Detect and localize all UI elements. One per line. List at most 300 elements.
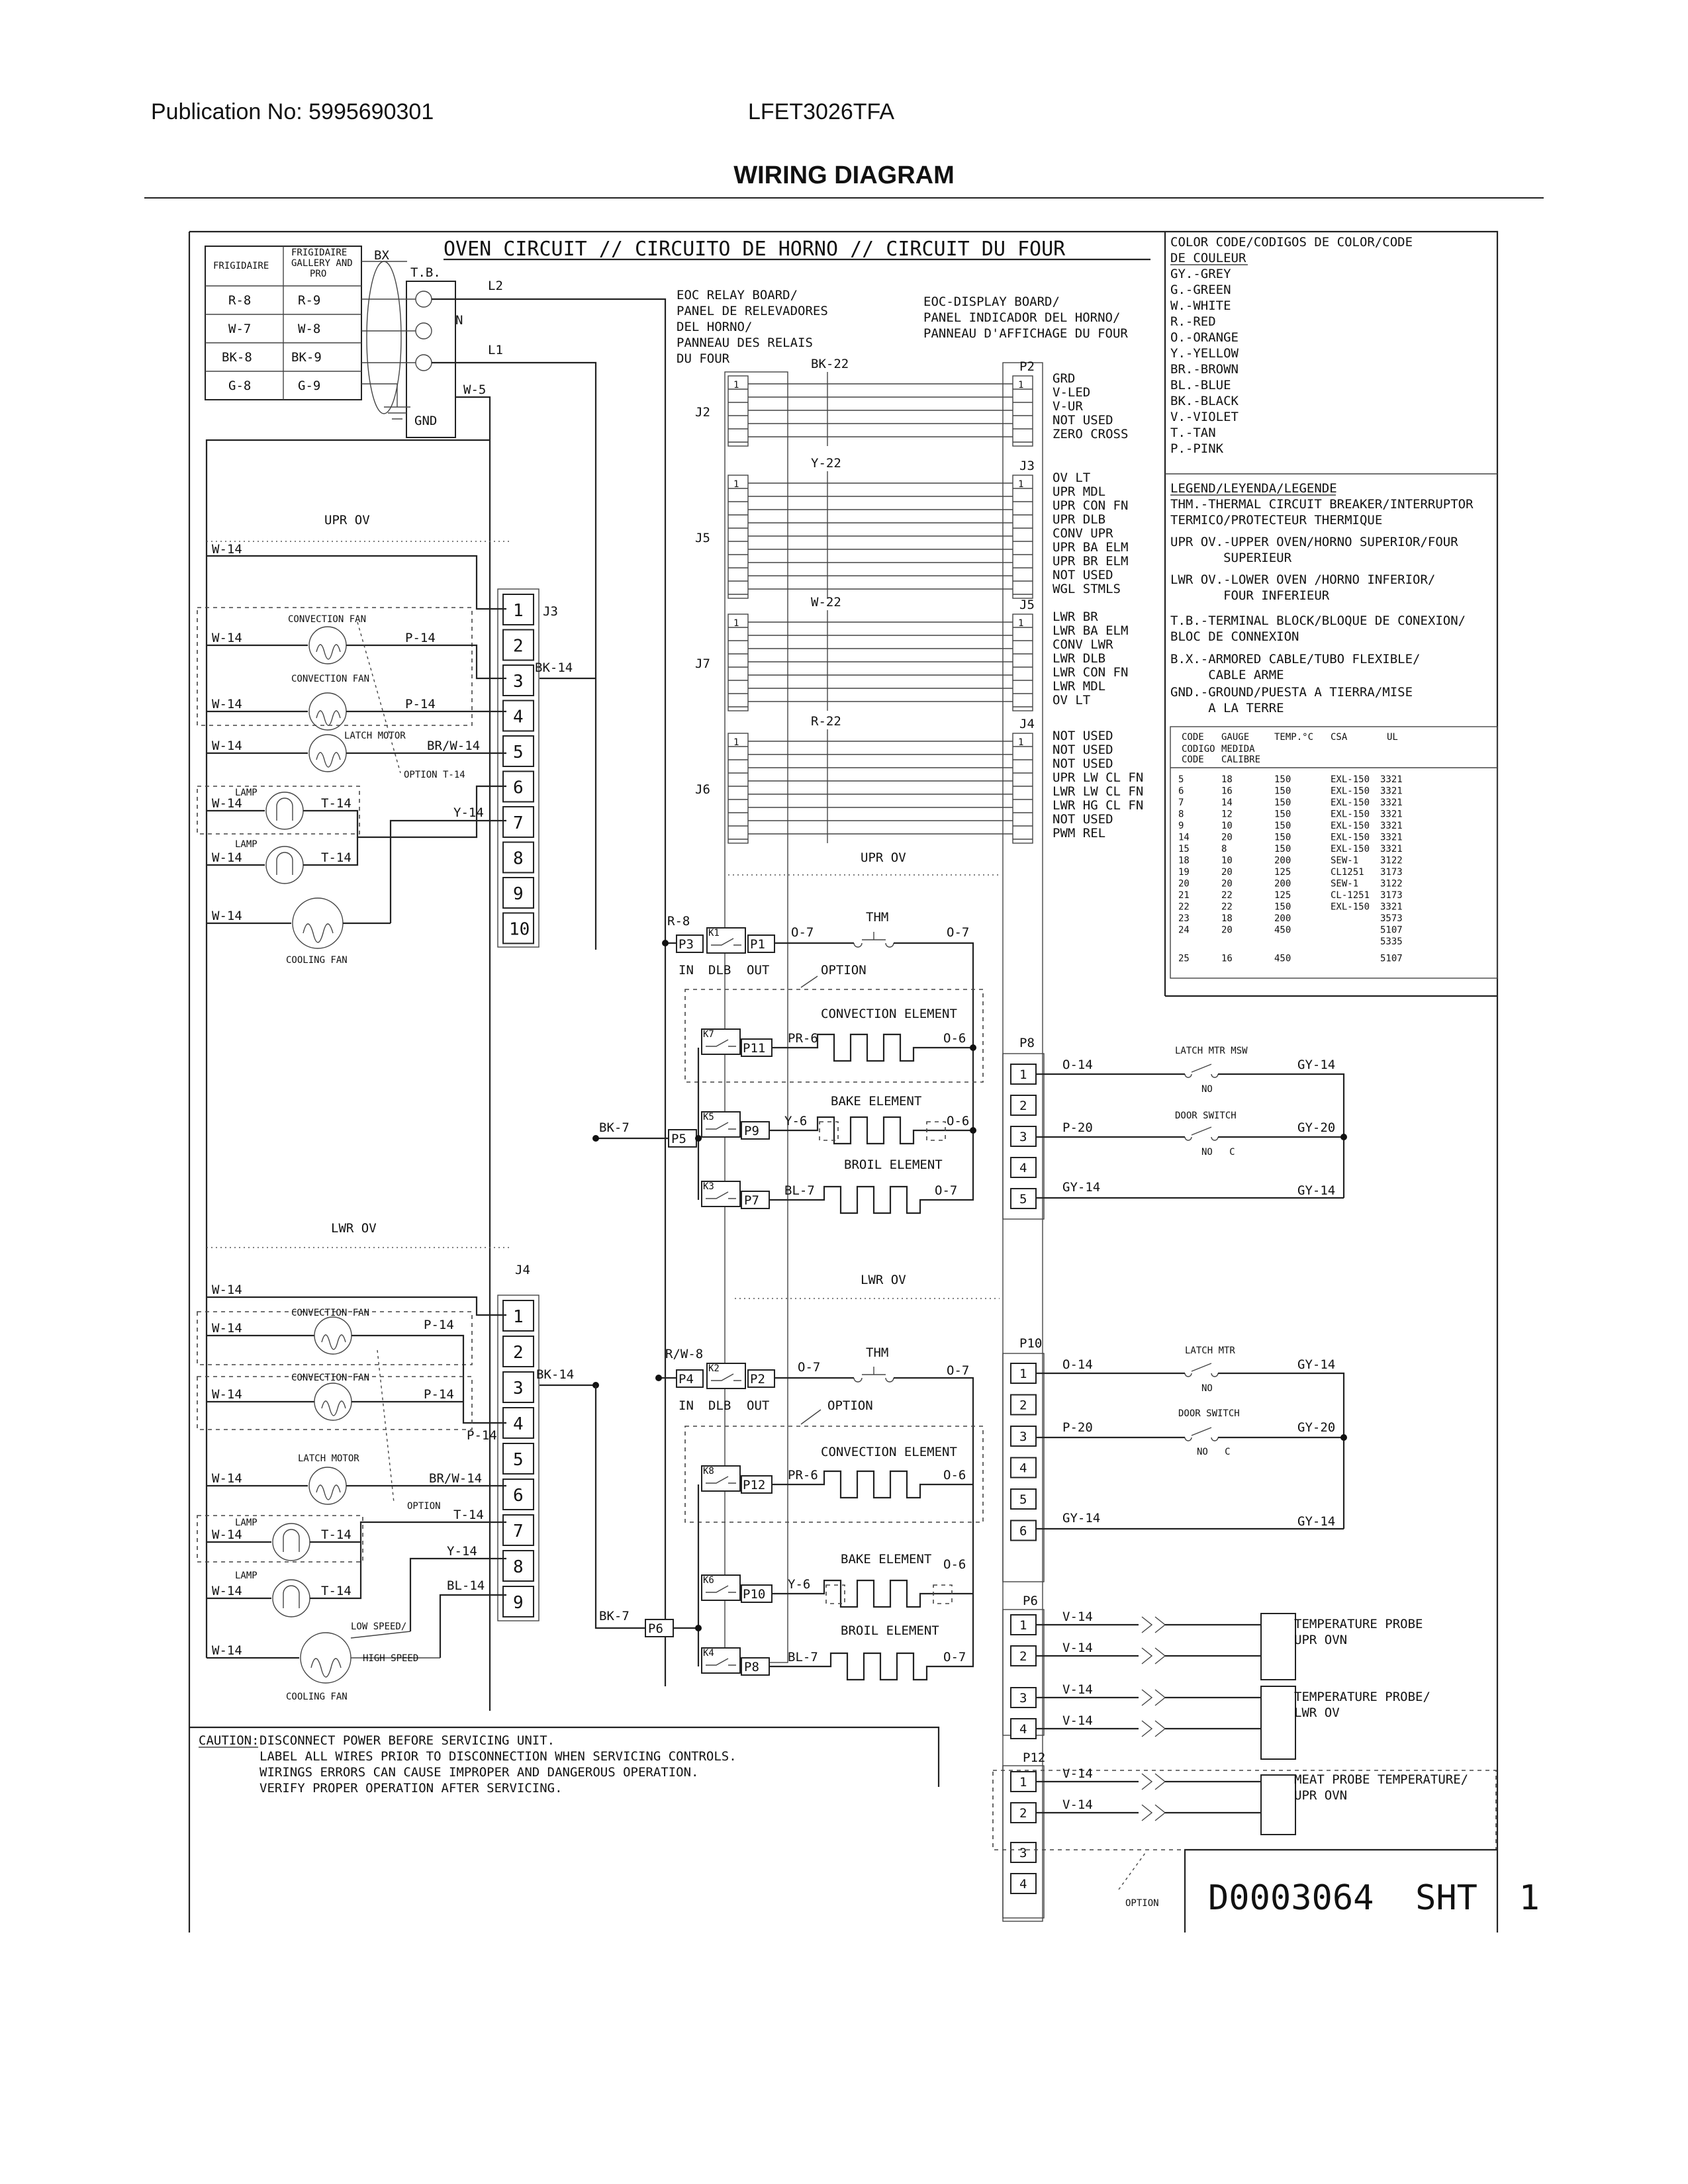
p12-label: P12 [1023, 1751, 1046, 1765]
gauge-cell: 3173 [1380, 867, 1403, 878]
display-signal-label: PWM REL [1053, 826, 1106, 841]
ribbon-wire-label: Y-22 [811, 456, 841, 471]
connector-pin-number: 4 [1019, 1161, 1027, 1175]
display-connector-label: P2 [1019, 359, 1035, 374]
terminal-pin-number: 4 [513, 1414, 524, 1434]
gauge-cell: 8 [1221, 844, 1227, 854]
gauge-cell: 3321 [1380, 809, 1403, 820]
gauge-cell: SEW-1 [1331, 878, 1359, 889]
publication-number: Publication No: 5995690301 [151, 99, 434, 124]
display-signal-label: UPR CON FN [1053, 498, 1129, 513]
terminal-pin-number: 8 [513, 1557, 524, 1577]
w5-label: W-5 [463, 383, 487, 397]
display-connector-label: J4 [1019, 717, 1035, 731]
gauge-cell: 3321 [1380, 786, 1403, 797]
lwr-p14-label: P-14 [424, 1318, 454, 1332]
temp-probe-upr: UPR OVN [1294, 1633, 1348, 1647]
convection-fan-icon [314, 1383, 352, 1420]
terminal-pin-number: 6 [513, 778, 524, 798]
relay-board-label: PANNEAU DES RELAIS [677, 336, 813, 350]
caution-line: WIRINGS ERRORS CAN CAUSE IMPROPER AND DANGEROUS OPERATION. [259, 1765, 699, 1780]
display-connector-label: J5 [1019, 598, 1035, 612]
connector-chevron-icon [1142, 1805, 1165, 1821]
p8-door: DOOR SWITCH [1175, 1111, 1237, 1121]
connector-pin-number: 3 [1019, 1430, 1027, 1444]
p10-gy20: GY-20 [1297, 1420, 1336, 1435]
gauge-subheader: CODE [1182, 754, 1204, 765]
lwr-bl7: BL-7 [788, 1650, 818, 1664]
gauge-header: CODE [1182, 732, 1204, 743]
upr-o7: O-7 [791, 925, 814, 940]
probe-pin-number: 2 [1019, 1649, 1027, 1664]
p8-gy20: GY-20 [1297, 1120, 1336, 1135]
gauge-cell: 3122 [1380, 878, 1403, 889]
meat-probe: UPR OVN [1294, 1788, 1348, 1803]
upr-lamp-label: LAMP [235, 788, 258, 798]
convection-fan-icon [309, 693, 346, 730]
gauge-cell: 20 [1221, 925, 1233, 936]
display-signal-label: NOT USED [1053, 812, 1113, 827]
gauge-cell: 8 [1178, 809, 1184, 820]
lwr-o6: O-6 [943, 1557, 966, 1572]
gauge-cell: 10 [1221, 821, 1233, 831]
legend-item: LWR OV.-LOWER OVEN /HORNO INFERIOR/ [1170, 572, 1436, 587]
thermal-breaker-icon [854, 932, 894, 947]
gauge-cell: 150 [1274, 832, 1291, 843]
gauge-cell: 150 [1274, 797, 1291, 808]
upr-t14-label: T-14 [321, 796, 352, 811]
probe-wire-label: V-14 [1062, 1766, 1093, 1781]
ribbon-wire-label: BK-22 [811, 357, 849, 371]
upr-r8-label: R-8 [667, 914, 690, 929]
relay-board-label: DEL HORNO/ [677, 320, 753, 334]
gauge-cell: 5 [1178, 774, 1184, 785]
display-connector-label: J3 [1019, 459, 1035, 473]
upr-o6: O-6 [947, 1114, 970, 1128]
ribbon-wire-label: R-22 [811, 714, 841, 729]
latch-motor-icon [309, 735, 346, 772]
upr-conv-fan-label: CONVECTION FAN [291, 674, 370, 684]
upr-o7: O-7 [947, 925, 970, 940]
lwr-brw14-label: BR/W-14 [429, 1471, 483, 1486]
wire-table-cell: BK-8 [222, 350, 252, 365]
terminal-pin-number: 6 [513, 1486, 524, 1506]
gauge-cell: 3173 [1380, 890, 1403, 901]
terminal-pin-number: 1 [513, 601, 524, 621]
p6-label: P6 [1023, 1594, 1038, 1608]
lwr-o7: O-7 [798, 1360, 821, 1375]
wire-table-cell: R-9 [298, 293, 321, 308]
wire-gauge-table [1170, 727, 1497, 978]
p10-o14: O-14 [1062, 1357, 1093, 1372]
gauge-cell: 125 [1274, 867, 1291, 878]
gauge-cell: 12 [1221, 809, 1233, 820]
upr-dlb: DLB [708, 963, 731, 978]
lwr-dlb: DLB [708, 1398, 731, 1413]
p8-no: NO [1201, 1084, 1213, 1095]
wire-table-col2-l2: GALLERY AND [291, 258, 353, 269]
model-number: LFET3026TFA [748, 99, 895, 124]
lwr-in: IN [679, 1398, 694, 1413]
lwr-p2: P2 [750, 1372, 765, 1387]
upper-j3-label: J3 [543, 604, 558, 619]
display-signal-label: LWR DLB [1053, 651, 1106, 666]
legend-item: A LA TERRE [1170, 701, 1284, 715]
legend-item: B.X.-ARMORED CABLE/TUBO FLEXIBLE/ [1170, 652, 1421, 666]
color-code-item: BR.-BROWN [1170, 362, 1239, 377]
legend-item: SUPERIEUR [1170, 551, 1292, 565]
p10-gy14: GY-14 [1297, 1357, 1336, 1372]
display-signal-label: LWR HG CL FN [1053, 798, 1144, 813]
lwr-p6: P6 [648, 1621, 663, 1636]
upr-w14-label: W-14 [212, 739, 242, 753]
gauge-cell: 5107 [1380, 925, 1403, 936]
legend-item: TERMICO/PROTECTEUR THERMIQUE [1170, 513, 1383, 527]
display-signal-label: UPR MDL [1053, 484, 1106, 499]
upr-brw14-label: BR/W-14 [427, 739, 481, 753]
gauge-cell: 22 [1221, 901, 1233, 913]
connector-chevron-icon [1142, 1648, 1165, 1664]
gauge-cell: 10 [1221, 855, 1233, 866]
terminal-pin-number: 9 [513, 1593, 524, 1613]
temp-probe-lwr: LWR OV [1294, 1706, 1340, 1720]
color-code-item: G.-GREEN [1170, 283, 1231, 297]
color-code-legend [1165, 235, 1497, 715]
meat-probe: MEAT PROBE TEMPERATURE/ [1294, 1772, 1469, 1787]
p10-gy14b: GY-14 [1062, 1511, 1101, 1525]
l1-label: L1 [488, 343, 503, 357]
lwr-p8: P8 [744, 1660, 759, 1674]
terminal-pin-number: 5 [513, 743, 524, 762]
gauge-header: CSA [1331, 732, 1348, 743]
display-signal-label: UPR BR ELM [1053, 554, 1129, 569]
wire-table-cell: R-8 [228, 293, 252, 308]
caution-line: VERIFY PROPER OPERATION AFTER SERVICING. [259, 1781, 563, 1796]
upper-pin-block [498, 589, 539, 947]
gauge-cell: 5335 [1380, 936, 1403, 947]
upr-k1: K1 [708, 928, 720, 938]
wire-table-col2-l3: PRO [310, 269, 327, 279]
display-signal-label: LWR MDL [1053, 679, 1106, 694]
display-signal-label: LWR CON FN [1053, 665, 1129, 680]
upr-bl7: BL-7 [784, 1183, 815, 1198]
lwr-t14-label: T-14 [321, 1527, 352, 1542]
probe-wire-label: V-14 [1062, 1713, 1093, 1728]
lwr-p10: P10 [743, 1587, 766, 1602]
lwr-ov-board-label: LWR OV [861, 1273, 906, 1287]
display-signal-label: NOT USED [1053, 413, 1113, 428]
upr-p7: P7 [744, 1193, 759, 1208]
lower-j4-label: J4 [515, 1263, 530, 1277]
lwr-w14-label: W-14 [212, 1643, 242, 1658]
lwr-pr6: PR-6 [788, 1468, 818, 1482]
display-signal-label: LWR BA ELM [1053, 623, 1129, 638]
pin-one-label: 1 [1018, 737, 1024, 748]
lwr-lamp-label: LAMP [235, 1570, 258, 1581]
relay-side-header [728, 733, 748, 843]
upr-w14-label: W-14 [212, 631, 242, 645]
color-code-item: P.-PINK [1170, 441, 1224, 456]
legend-item: FOUR INFERIEUR [1170, 588, 1330, 603]
upr-w14-label: W-14 [212, 909, 242, 923]
probe-pin-number: 3 [1019, 1846, 1027, 1860]
gauge-cell: 150 [1274, 786, 1291, 797]
caution-line: LABEL ALL WIRES PRIOR TO DISCONNECTION WHEN SERVICING CONTROLS. [259, 1749, 737, 1764]
lwr-o7: O-7 [947, 1363, 970, 1378]
upr-p11: P11 [743, 1041, 766, 1056]
wire-table-cell: G-9 [298, 379, 321, 393]
lwr-bk14-label: BK-14 [536, 1367, 575, 1382]
gauge-cell: 20 [1178, 878, 1190, 889]
gauge-cell: 450 [1274, 925, 1291, 936]
display-board-label: EOC-DISPLAY BOARD/ [923, 295, 1060, 309]
upr-w14-label: W-14 [212, 796, 242, 811]
p10-no: NO [1201, 1383, 1213, 1394]
lwr-k8: K8 [703, 1466, 714, 1477]
gauge-cell: 25 [1178, 953, 1190, 964]
display-side-header [1013, 733, 1033, 843]
relay-side-header [728, 475, 748, 598]
gauge-cell: 14 [1178, 832, 1190, 843]
upr-t14-label: T-14 [321, 850, 352, 865]
probe-option: OPTION [1125, 1898, 1159, 1909]
gauge-cell: 9 [1178, 821, 1184, 831]
probe-pin-number: 1 [1019, 1775, 1027, 1790]
lwr-k6: K6 [703, 1575, 714, 1586]
relay-board-label: DU FOUR [677, 351, 730, 366]
lwr-o6: O-6 [943, 1468, 966, 1482]
probe-wire-label: V-14 [1062, 1682, 1093, 1697]
display-signal-label: OV LT [1053, 471, 1091, 485]
lwr-option-label: OPTION [407, 1501, 441, 1512]
pin-one-label: 1 [733, 479, 739, 490]
connector-chevron-icon [1142, 1690, 1165, 1706]
gauge-cell: 3321 [1380, 797, 1403, 808]
upr-p14-label: P-14 [405, 697, 436, 711]
display-signal-label: NOT USED [1053, 756, 1113, 771]
wire-table-cell: BK-9 [291, 350, 322, 365]
wire-table-cell: G-8 [228, 379, 252, 393]
terminal-pin-number: 8 [513, 848, 524, 869]
gauge-cell: 18 [1178, 855, 1190, 866]
wire-table-col1: FRIGIDAIRE [213, 261, 269, 271]
pin-one-label: 1 [733, 380, 739, 390]
lwr-w14-label: W-14 [212, 1527, 242, 1542]
gauge-cell: 20 [1221, 878, 1233, 889]
upr-option: OPTION [821, 963, 867, 978]
relay-connector-label: J7 [695, 657, 710, 671]
lwr-conv-elem-label: CONVECTION ELEMENT [821, 1445, 957, 1459]
display-signal-label: OV LT [1053, 693, 1091, 707]
lwr-k2: K2 [708, 1363, 720, 1374]
upper-loads [197, 542, 596, 966]
wire-table-cell: W-8 [298, 322, 321, 336]
pin-one-label: 1 [733, 618, 739, 629]
connector-pin-number: 6 [1019, 1524, 1027, 1539]
gauge-cell: 5107 [1380, 953, 1403, 964]
upr-thm: THM [866, 910, 889, 925]
probe-connectors [993, 1594, 1496, 1918]
lwr-lamp-label: LAMP [235, 1518, 258, 1528]
terminal-pin-number: 4 [513, 707, 524, 727]
p8-o14: O-14 [1062, 1058, 1093, 1072]
connector-pin-number: 2 [1019, 1099, 1027, 1113]
lwr-option: OPTION [827, 1398, 873, 1413]
probe-wire-label: V-14 [1062, 1641, 1093, 1655]
probe-wire-label: V-14 [1062, 1610, 1093, 1624]
upr-bake-label: BAKE ELEMENT [831, 1094, 922, 1109]
connector-pin-number: 5 [1019, 1192, 1027, 1206]
color-code-item: GY.-GREY [1170, 267, 1231, 281]
upr-w14-label: W-14 [212, 850, 242, 865]
lower-pin-block [498, 1295, 539, 1621]
legend-title: LEGEND/LEYENDA/LEGENDE [1170, 481, 1337, 496]
lwr-o7: O-7 [943, 1650, 966, 1664]
terminal-pin-number: 3 [513, 672, 524, 692]
gauge-cell: 200 [1274, 855, 1291, 866]
probe-pin-number: 2 [1019, 1806, 1027, 1821]
gauge-cell: 3321 [1380, 821, 1403, 831]
display-signal-label: WGL STMLS [1053, 582, 1121, 596]
gauge-cell: CL1251 [1331, 867, 1364, 878]
gauge-cell: 150 [1274, 844, 1291, 854]
lwr-y14-label: Y-14 [447, 1544, 477, 1559]
lower-oven-label: LWR OV [331, 1221, 377, 1236]
lwr-p14-label: P-14 [424, 1387, 454, 1402]
relay-connector-label: J6 [695, 782, 710, 797]
gauge-cell: 150 [1274, 901, 1291, 913]
connector-pin-number: 2 [1019, 1398, 1027, 1413]
temp-probe-upr: TEMPERATURE PROBE [1294, 1617, 1423, 1631]
display-signal-label: LWR LW CL FN [1053, 784, 1144, 799]
lwr-bl14-label: BL-14 [447, 1578, 485, 1593]
terminal-pin-number: 2 [513, 1343, 524, 1363]
legend-item: UPR OV.-UPPER OVEN/HORNO SUPERIOR/FOUR [1170, 535, 1458, 549]
gauge-subheader: CALIBRE [1221, 754, 1261, 765]
color-code-title: DE COULEUR [1170, 251, 1246, 265]
caution-lead: CAUTION: [199, 1733, 259, 1748]
gauge-header: GAUGE [1221, 732, 1250, 743]
display-signal-label: UPR BA ELM [1053, 540, 1129, 555]
p10-noc: NO C [1197, 1447, 1231, 1457]
upr-p14-label: P-14 [405, 631, 436, 645]
upr-bk14-label: BK-14 [535, 660, 573, 675]
gauge-cell: EXL-150 [1331, 844, 1370, 854]
terminal-pin-number: 9 [513, 884, 524, 904]
lwr-out: OUT [747, 1398, 770, 1413]
cooling-fan-icon [301, 1633, 351, 1683]
color-code-item: BK.-BLACK [1170, 394, 1239, 408]
gauge-cell: 150 [1274, 774, 1291, 785]
gauge-header: TEMP.°C [1274, 732, 1314, 743]
cooling-fan-icon [293, 898, 343, 948]
upr-p9: P9 [744, 1124, 759, 1138]
probe-wire-label: V-14 [1062, 1797, 1093, 1812]
upr-cooling-fan-label: COOLING FAN [286, 955, 348, 966]
terminal-pin-number: 2 [513, 636, 524, 657]
lwr-low-speed: LOW SPEED/ [351, 1621, 407, 1632]
connector-chevron-icon [1142, 1774, 1165, 1790]
upr-p1: P1 [750, 937, 765, 952]
upr-w14-label: W-14 [212, 697, 242, 711]
ribbon-wire-label: W-22 [811, 595, 841, 610]
display-signal-label: NOT USED [1053, 568, 1113, 582]
relay-connector-label: J2 [695, 405, 710, 420]
gauge-cell: 125 [1274, 890, 1291, 901]
display-board-label: PANEL INDICADOR DEL HORNO/ [923, 310, 1121, 325]
latch-motor-icon [309, 1467, 346, 1504]
lwr-w14-label: W-14 [212, 1321, 242, 1336]
color-code-item: Y.-YELLOW [1170, 346, 1239, 361]
lower-p10-connector [1003, 1336, 1347, 1582]
connector-chevron-icon [1142, 1617, 1165, 1633]
display-signal-label: V-UR [1053, 399, 1083, 414]
display-side-header [1013, 475, 1033, 598]
terminal-pin-number: 1 [513, 1307, 524, 1327]
upr-lamp-label: LAMP [235, 839, 258, 850]
gauge-cell: 20 [1221, 832, 1233, 843]
gauge-cell: 3122 [1380, 855, 1403, 866]
gauge-rows [1178, 774, 1403, 964]
display-signal-label: NOT USED [1053, 743, 1113, 757]
gauge-cell: 3321 [1380, 901, 1403, 913]
gauge-cell: EXL-150 [1331, 901, 1370, 913]
gauge-cell: 16 [1221, 953, 1233, 964]
upper-p8-connector [1003, 1036, 1347, 1219]
gauge-cell: 23 [1178, 913, 1190, 924]
upr-option-label: OPTION T-14 [404, 770, 465, 780]
color-code-item: O.-ORANGE [1170, 330, 1239, 345]
gauge-cell: CL-1251 [1331, 890, 1370, 901]
pin-one-label: 1 [1018, 618, 1024, 629]
page-title: WIRING DIAGRAM [733, 161, 955, 189]
armored-cable [367, 261, 401, 414]
p8-label: P8 [1019, 1036, 1035, 1050]
lwr-w14-label: W-14 [212, 1584, 242, 1598]
lwr-w14-label: W-14 [212, 1283, 242, 1297]
drawing-number: D0003064 SHT 1 [1208, 1878, 1540, 1918]
upr-in: IN [679, 963, 694, 978]
caution-line: DISCONNECT POWER BEFORE SERVICING UNIT. [259, 1733, 555, 1748]
bx-label: BX [374, 248, 389, 263]
color-code-item: R.-RED [1170, 314, 1216, 329]
gauge-cell: 3321 [1380, 832, 1403, 843]
upr-pr6: PR-6 [788, 1031, 818, 1046]
gauge-cell: 7 [1178, 797, 1184, 808]
upr-k7: K7 [703, 1029, 714, 1040]
display-signal-label: GRD [1053, 371, 1076, 386]
gauge-cell: 150 [1274, 809, 1291, 820]
gauge-cell: 3321 [1380, 844, 1403, 854]
gauge-cell: EXL-150 [1331, 774, 1370, 785]
color-code-item: BL.-BLUE [1170, 378, 1231, 392]
gauge-cell: 3573 [1380, 913, 1403, 924]
display-signal-label: NOT USED [1053, 729, 1113, 743]
lwr-t14-label: T-14 [321, 1584, 352, 1598]
relay-connector-label: J5 [695, 531, 710, 545]
legend-item: CABLE ARME [1170, 668, 1284, 682]
upr-y14-label: Y-14 [453, 805, 484, 820]
gauge-subheader: MEDIDA [1221, 744, 1255, 754]
gauge-cell: 200 [1274, 913, 1291, 924]
connector-pin-number: 4 [1019, 1461, 1027, 1476]
lwr-y6: Y-6 [788, 1577, 811, 1592]
convection-fan-icon [309, 627, 346, 664]
gauge-subheader: CODIGO [1182, 744, 1215, 754]
pin-one-label: 1 [1018, 479, 1024, 490]
display-signal-label: UPR DLB [1053, 512, 1106, 527]
gauge-cell: 200 [1274, 878, 1291, 889]
